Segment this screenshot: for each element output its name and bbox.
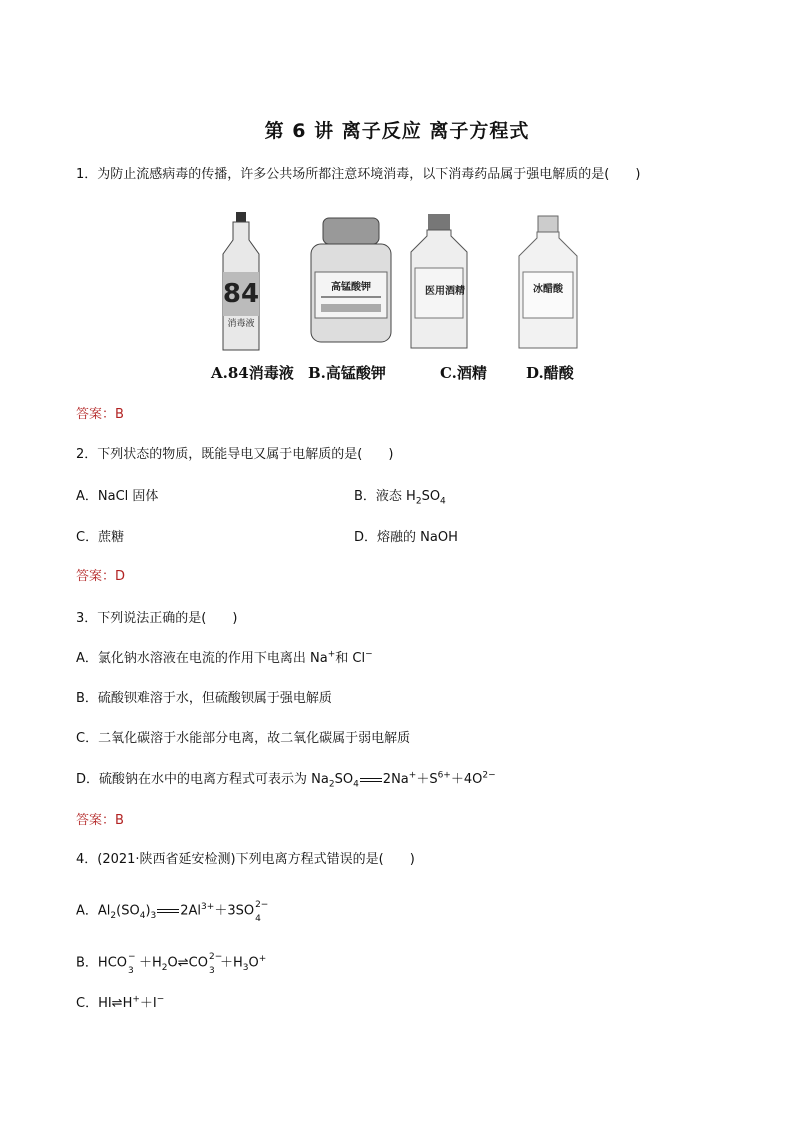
answer-1: 答案：B bbox=[76, 407, 124, 422]
q2-option-b: B．液态 $H_2SO_4$ bbox=[354, 489, 446, 507]
bleach-label-84: 84 bbox=[222, 279, 260, 309]
alcohol-bottle-image bbox=[411, 214, 467, 348]
alcohol-label: 医用酒精 bbox=[425, 286, 465, 297]
acid-label: 冰醋酸 bbox=[533, 284, 563, 295]
kmno4-label: 高锰酸钾 bbox=[331, 282, 371, 293]
caption-c: C.酒精 bbox=[440, 364, 487, 382]
q4-option-b: B．HCO − 3 $+H_2O\rightleftharpoons CO$ 2− 3 $+H_3O^+$ bbox=[76, 952, 267, 976]
q2-option-d: D．熔融的 NaOH bbox=[354, 530, 458, 545]
caption-b: B.高锰酸钾 bbox=[308, 364, 386, 382]
question-2-stem: 2．下列状态的物质，既能导电又属于电解质的是( ) bbox=[76, 447, 394, 462]
answer-2: 答案：D bbox=[76, 569, 126, 584]
caption-d: D.醋酸 bbox=[526, 364, 574, 382]
equals-sign bbox=[157, 909, 179, 913]
q4-option-c: C．HI⇌H+＋I− bbox=[76, 994, 165, 1011]
q3-option-d: D．硫酸钠在水中的电离方程式可表示为 $Na_2SO_4$ $2Na^++S^{6+}+4O^{2-}$ bbox=[76, 770, 496, 790]
acetic-acid-bottle-image bbox=[519, 216, 577, 348]
bleach-label-name: 消毒液 bbox=[227, 319, 255, 329]
page-title: 第 6 讲 离子反应 离子方程式 bbox=[264, 120, 530, 142]
q4-option-a: A．$Al_2(SO_4)_3$ $2Al^{3+}+3SO$ 2− 4 bbox=[76, 900, 269, 924]
answer-3: 答案：B bbox=[76, 813, 124, 828]
bottles-figure bbox=[205, 210, 595, 360]
product-images bbox=[205, 210, 595, 360]
question-1-stem: 1．为防止流感病毒的传播，许多公共场所都注意环境消毒，以下消毒药品属于强电解质的是( ) bbox=[76, 167, 641, 182]
q2-option-c: C．蔗糖 bbox=[76, 530, 125, 545]
q3-option-c: C．二氧化碳溶于水能部分电离，故二氧化碳属于弱电解质 bbox=[76, 731, 411, 746]
question-3-stem: 3．下列说法正确的是( ) bbox=[76, 611, 238, 626]
potassium-permanganate-jar-image bbox=[311, 218, 391, 342]
question-4-stem: 4．(2021·陕西省延安检测)下列电离方程式错误的是( ) bbox=[76, 852, 415, 867]
equals-sign bbox=[360, 778, 382, 782]
q3-option-b: B．硫酸钡难溶于水，但硫酸钡属于强电解质 bbox=[76, 691, 332, 706]
bleach-bottle-image bbox=[223, 212, 259, 350]
q2-option-a: A．NaCl 固体 bbox=[76, 489, 159, 504]
caption-a: A.84消毒液 bbox=[211, 364, 294, 382]
q3-option-a: A．氯化钠水溶液在电流的作用下电离出 Na+和 Cl− bbox=[76, 649, 373, 666]
